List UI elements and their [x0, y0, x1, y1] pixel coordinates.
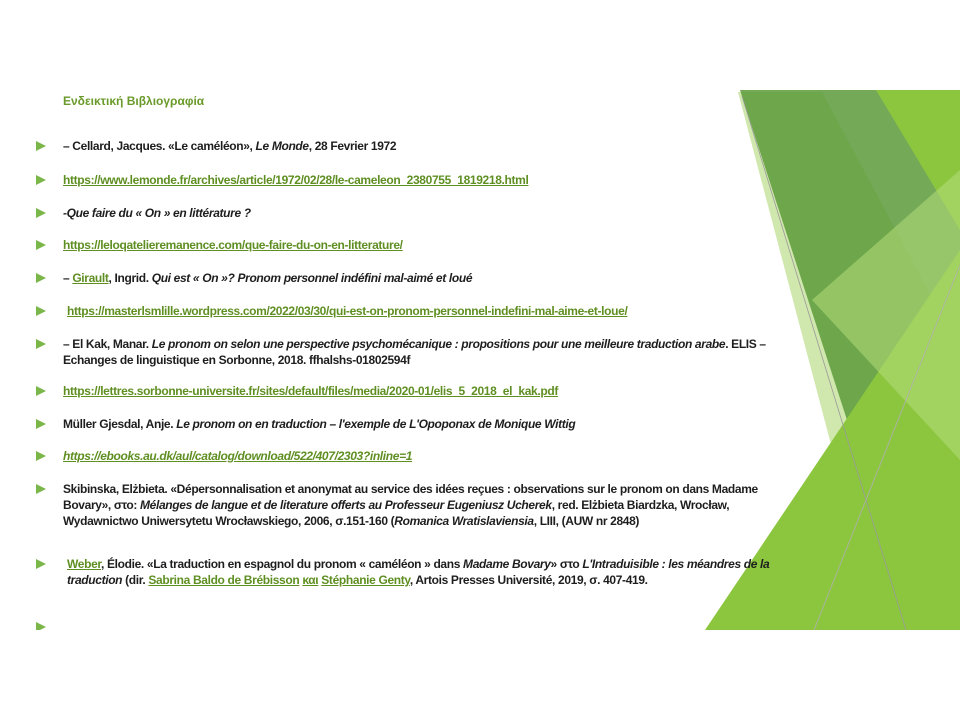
- bibliography-entry-11: [63, 481, 798, 529]
- entry-text: Skibinska, Elżbieta. «Dépersonnalisation et anonymat au service des idées reçues : observations sur le pronom on dans Madame Bovary», στο:: [63, 482, 758, 512]
- entry-italic-text: Qui est « On »? Pronom personnel indéfini mal-aimé et loué: [151, 271, 473, 285]
- entry-italic-text: L'Intraduisible : les méandres de la traduction: [67, 557, 770, 587]
- bibliography-entry-12: [63, 556, 802, 588]
- entry-italic-text: Romanica Wratislaviensia: [394, 514, 534, 528]
- entry-text: . ELIS – Echanges de linguistique en Sorbonne, 2018. ffhalshs-01802594f: [63, 337, 766, 367]
- bibliography-entry-4: [63, 237, 798, 253]
- conjunction-link[interactable]: και: [302, 573, 319, 587]
- bibliography-entry-1: [63, 138, 798, 154]
- entry-text: Müller Gjesdal, Anje.: [63, 417, 177, 431]
- bullet-icon: [36, 208, 46, 218]
- editor-link[interactable]: Sabrina Baldo de Brébisson: [148, 573, 300, 587]
- url-link[interactable]: https://lettres.sorbonne-universite.fr/sites/default/files/media/2020-01/elis_5_2018_el_kak.pdf: [63, 384, 558, 398]
- author-link[interactable]: Girault: [72, 271, 109, 285]
- slide-title: Ενδεικτική Βιβλιογραφία: [63, 94, 205, 108]
- bibliography-entry-5: [63, 270, 798, 286]
- entry-italic-text: -Que faire du « On » en littérature ?: [63, 206, 251, 220]
- editor-link[interactable]: Stéphanie Genty: [321, 573, 410, 587]
- bullet-icon: [36, 240, 46, 250]
- author-link[interactable]: Weber: [67, 557, 102, 571]
- entry-italic-text: Le Monde: [255, 139, 309, 153]
- entry-text: , red. Elżbieta Biardzka, Wrocław, Wydawnictwo Uniwersytetu Wrocławskiego, 2006, σ.151-160 (: [63, 498, 730, 528]
- entry-text: – El Kak, Manar.: [63, 337, 152, 351]
- bibliography-entry-10: [63, 448, 798, 464]
- bullet-icon: [36, 386, 46, 396]
- bullet-icon: [36, 559, 46, 569]
- bullet-icon: [36, 273, 46, 283]
- entry-text: , 28 Fevrier 1972: [308, 139, 397, 153]
- entry-text: –: [63, 271, 73, 285]
- bullet-icon: [36, 419, 46, 429]
- url-link[interactable]: https://masterlsmlille.wordpress.com/2022/03/30/qui-est-on-pronom-personnel-indefini-mal-aime-et-loue/: [67, 304, 628, 318]
- bullet-icon: [36, 451, 46, 461]
- entry-italic-text: Le pronom on en traduction – l'exemple de L'Opoponax de Monique Wittig: [176, 417, 576, 431]
- url-link[interactable]: https://www.lemonde.fr/archives/article/1972/02/28/le-cameleon_2380755_1819218.html: [63, 173, 529, 187]
- bullet-icon: [36, 175, 46, 185]
- url-link[interactable]: https://ebooks.au.dk/aul/catalog/download/522/407/2303?inline=1: [63, 449, 413, 463]
- entry-text: , Élodie. «La traduction en espagnol du pronom « caméléon » dans: [101, 557, 464, 571]
- url-link[interactable]: https://leloqatelieremanence.com/que-faire-du-on-en-litterature/: [63, 238, 403, 252]
- entry-italic-text: Le pronom on selon une perspective psychomécanique : propositions pour une meilleure traduction arabe: [151, 337, 726, 351]
- bibliography-entry-3: [63, 205, 798, 221]
- entry-text: , LIII, (AUW nr 2848): [533, 514, 640, 528]
- bibliography-entry-8: [63, 383, 798, 399]
- entry-text: (dir.: [122, 573, 149, 587]
- bullet-icon: [36, 306, 46, 316]
- bibliography-entry-9: [63, 416, 798, 432]
- bullet-icon: [36, 141, 46, 151]
- entry-italic-text: Mélanges de langue et de literature offerts au Professeur Eugeniusz Ucherek: [140, 498, 552, 512]
- entry-text: , Artois Presses Université, 2019, σ. 407-419.: [409, 573, 648, 587]
- bullet-icon: [36, 484, 46, 494]
- entry-text: – Cellard, Jacques. «Le caméléon»,: [63, 139, 256, 153]
- entry-text: , Ingrid.: [108, 271, 152, 285]
- bullet-icon: [36, 339, 46, 349]
- bibliography-entry-6: [63, 303, 802, 319]
- bullet-icon: [36, 622, 46, 630]
- entry-text: » στο: [550, 557, 583, 571]
- entry-italic-text: Madame Bovary: [463, 557, 551, 571]
- bibliography-entry-2: [63, 172, 798, 188]
- bibliography-entry-7: [63, 336, 798, 368]
